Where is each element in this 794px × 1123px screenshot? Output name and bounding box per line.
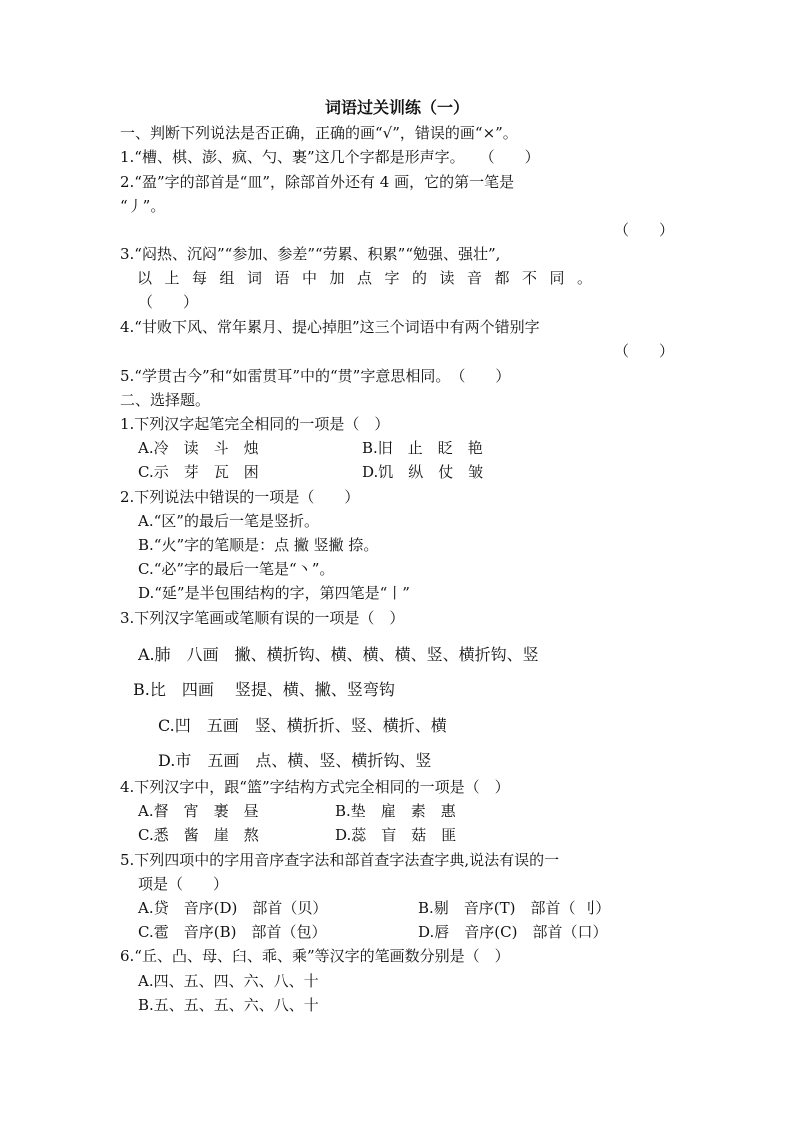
choice-q1: 1.下列汉字起笔完全相同的一项是（ ） xyxy=(120,415,390,433)
page-title: 词语过关训练（一） xyxy=(324,98,469,117)
judge-q2-line2: “丿”。 xyxy=(120,197,166,215)
choice-q5-option-b: B.剔 音序(T) 部首（ 刂） xyxy=(418,899,611,917)
section-2-heading: 二、选择题。 xyxy=(120,391,211,409)
choice-q1-option-d: D.饥 纵 仗 皱 xyxy=(362,463,484,481)
judge-q3-line2: 以上每组词语中加点字的读音都不同。 xyxy=(137,269,605,287)
choice-q3-option-d: D.市 五画 点、横、竖、横折钩、竖 xyxy=(158,751,432,770)
judge-q4-answer: （ ） xyxy=(614,342,675,360)
choice-q1-option-c: C.示 芽 瓦 困 xyxy=(138,463,259,481)
choice-q2-option-a: A.“区”的最后一笔是竖折。 xyxy=(138,512,319,530)
choice-q6: 6.“丘、凸、母、臼、乖、乘”等汉字的笔画数分别是（ ） xyxy=(120,947,510,965)
choice-q4-option-d: D.蕊 盲 菇 匪 xyxy=(335,826,457,844)
choice-q5-line1: 5.下列四项中的字用音序查字法和部首查字法查字典,说法有误的一 xyxy=(120,851,560,869)
choice-q5-line2: 项是（ ） xyxy=(138,875,229,893)
choice-q2-option-d: D.“延”是半包围结构的字，第四笔是“丨” xyxy=(138,584,410,602)
section-1-heading: 一、判断下列说法是否正确，正确的画“√”，错误的画“×”。 xyxy=(120,124,518,142)
choice-q3-option-b: B.比 四画 竖提、横、撇、竖弯钩 xyxy=(133,680,395,699)
judge-q3-answer: （ ） xyxy=(138,293,199,311)
judge-q5: 5.“学贯古今”和“如雷贯耳”中的“贯”字意思相同。 （ ） xyxy=(120,367,511,385)
choice-q3-option-c: C.凹 五画 竖、横折折、竖、横折、横 xyxy=(158,716,447,735)
choice-q4-option-c: C.悉 酱 崖 熬 xyxy=(138,826,259,844)
choice-q2-option-c: C.“必”字的最后一笔是“丶”。 xyxy=(138,560,335,578)
choice-q6-option-b: B.五、五、五、六、八、十 xyxy=(138,996,319,1014)
choice-q2: 2.下列说法中错误的一项是（ ） xyxy=(120,488,360,506)
choice-q2-option-b: B.“火”字的笔顺是：点 撇 竖撇 捺。 xyxy=(138,536,379,554)
judge-q2-answer: （ ） xyxy=(614,221,675,239)
judge-q2-line1: 2.“盈”字的部首是“皿”，除部首外还有 4 画，它的第一笔是 xyxy=(120,173,515,191)
choice-q5-option-a: A.贷 音序(D) 部首（贝） xyxy=(138,899,328,917)
choice-q4: 4.下列汉字中，跟“篮”字结构方式完全相同的一项是（ ） xyxy=(120,778,510,796)
choice-q4-option-a: A.督 宵 裹 昼 xyxy=(138,802,259,820)
choice-q4-option-b: B.垫 雇 素 惠 xyxy=(335,802,456,820)
judge-q3-line1: 3.“闷热、沉闷”“参加、参差”“劳累、积累”“勉强、强壮”, xyxy=(120,245,501,263)
choice-q3-option-a: A.肺 八画 撇、横折钩、横、横、横、竖、横折钩、竖 xyxy=(138,645,539,664)
choice-q1-option-b: B.旧 止 眨 艳 xyxy=(362,439,483,457)
choice-q3: 3.下列汉字笔画或笔顺有误的一项是（ ） xyxy=(120,609,405,627)
choice-q1-option-a: A.冷 读 斗 烛 xyxy=(138,439,259,457)
judge-q4-line1: 4.“甘败下风、常年累月、提心掉胆”这三个词语中有两个错别字 xyxy=(120,318,540,336)
judge-q1: 1.“槽、棋、澎、疯、勺、裹”这几个字都是形声字。 （ ） xyxy=(120,148,540,166)
choice-q5-option-c: C.雹 音序(B) 部首（包） xyxy=(138,923,327,941)
choice-q6-option-a: A.四、五、四、六、八、十 xyxy=(138,972,319,990)
choice-q5-option-d: D.唇 音序(C) 部首（口） xyxy=(418,923,608,941)
